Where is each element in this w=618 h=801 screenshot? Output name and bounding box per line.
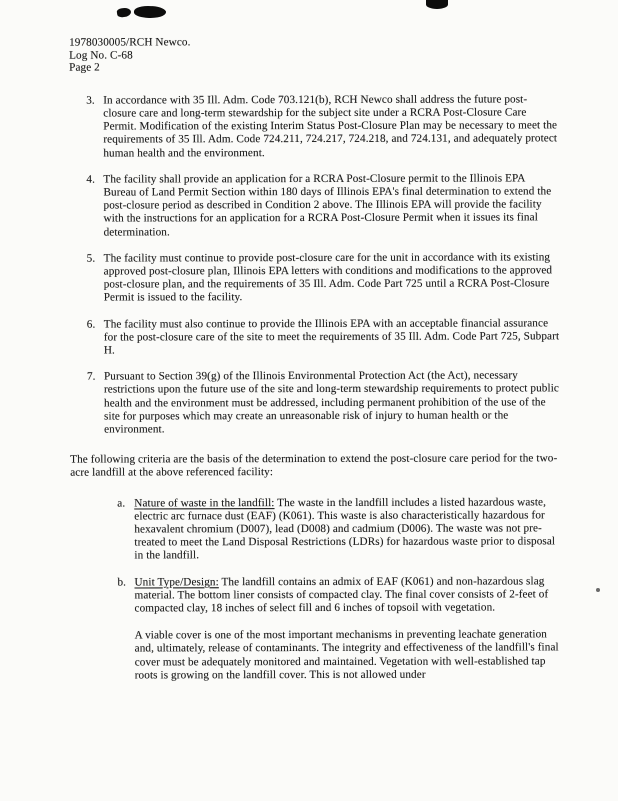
criteria-intro-paragraph: The following criteria are the basis of the determination to extend the post-closure care period for the two-acre landfill at the above referenced facility: xyxy=(70,452,558,480)
criteria-list xyxy=(70,496,560,616)
page-number: Page 2 xyxy=(69,61,100,74)
criteria-text xyxy=(134,575,560,616)
continuation-paragraph: A viable cover is one of the most important mechanisms in preventing leachate generation and, ultimately, release of contaminants. The integrity and effectiveness of the landfill's final cover must be adequately monitored and maintained. Vegetation with well-established tap roots is growing on the landfill cover. This is not allowed under xyxy=(134,628,559,682)
condition-text: Pursuant to Section 39(g) of the Illinois Environmental Protection Act (the Act), necessary restrictions upon the future use of the site and long-term stewardship requirements to protect public health and the environment must be addressed, including permanent prohibition of the use of the site for purposes which may create an unreasonable risk of injury to human health or the environment. xyxy=(103,369,559,436)
condition-text: The facility must also continue to provide the Illinois EPA with an acceptable financial assurance for the post-closure care of the site to meet the requirements of 35 Ill. Adm. Code Part 725, Subpart H. xyxy=(103,316,560,357)
condition-text: In accordance with 35 Ill. Adm. Code 703.121(b), RCH Newco shall address the future post-closure care and long-term stewardship for the subject site under a RCRA Post-Closure Care Permit. Modification of the existing Interim Status Post-Closure Plan may be necessary to meet the requirements of 35 Ill. Adm. Code 724.211, 724.217, 724.218, and 724.131, and adequately protect human health and the environment. xyxy=(103,93,558,160)
condition-text: The facility must continue to provide post-closure care for the unit in accordance with its existing approved post-closure plan, Illinois EPA letters with conditions and modifications to the approved post-closure plan, and the requirements of 35 Ill. Adm. Code Part 725 until a RCRA Post-Closure Permit is issued to the facility. xyxy=(103,251,553,304)
criteria-label: Nature of waste in the landfill: xyxy=(134,496,275,510)
criteria-item-a xyxy=(117,496,560,563)
docket-number: 1978030005/RCH Newco. xyxy=(69,36,191,49)
condition-number: 6. xyxy=(86,318,96,331)
document-header xyxy=(69,35,559,74)
criteria-letter: a. xyxy=(117,497,126,510)
condition-number: 7. xyxy=(86,370,96,383)
criteria-body: The landfill contains an admix of EAF (K061) and non-hazardous slag material. The bottom liner consists of compacted clay. The final cover consists of 2-feet of compacted clay, 18 inches of select fill and 6 inches of topsoil with vegetation. xyxy=(134,575,549,615)
condition-number: 5. xyxy=(86,252,96,265)
condition-item-4 xyxy=(86,172,559,239)
condition-item-3 xyxy=(86,93,559,160)
criteria-label: Unit Type/Design: xyxy=(134,575,219,589)
numbered-conditions-list xyxy=(69,93,560,437)
criteria-letter: b. xyxy=(117,576,127,589)
log-number: Log No. C-68 xyxy=(69,49,133,62)
condition-number: 4. xyxy=(86,173,96,186)
condition-item-7 xyxy=(87,370,560,437)
criteria-text xyxy=(134,496,560,563)
criteria-body: The waste in the landfill includes a listed hazardous waste, electric arc furnace dust (EAF) (K061). This waste is also characteristically hazardous for hexavalent chromium (D007), lead (D008) and cadmium (D006). The waste was not pre-treated to meet the Land Disposal Restrictions (LDRs) for hazardous waste prior to disposal in the landfill. xyxy=(134,496,556,562)
criteria-item-b xyxy=(117,575,560,616)
condition-item-5 xyxy=(87,251,560,305)
condition-text: The facility shall provide an application for a RCRA Post-Closure permit to the Illinois EPA Bureau of Land Permit Section within 180 days of Illinois EPA's final determination to extend the post-closure period as described in Condition 2 above. The Illinois EPA will provide the facility with the instructions for an application for a RCRA Post-Closure Permit when it issues its final determination. xyxy=(103,172,552,239)
condition-number: 3. xyxy=(86,94,95,107)
condition-item-6 xyxy=(87,317,560,358)
